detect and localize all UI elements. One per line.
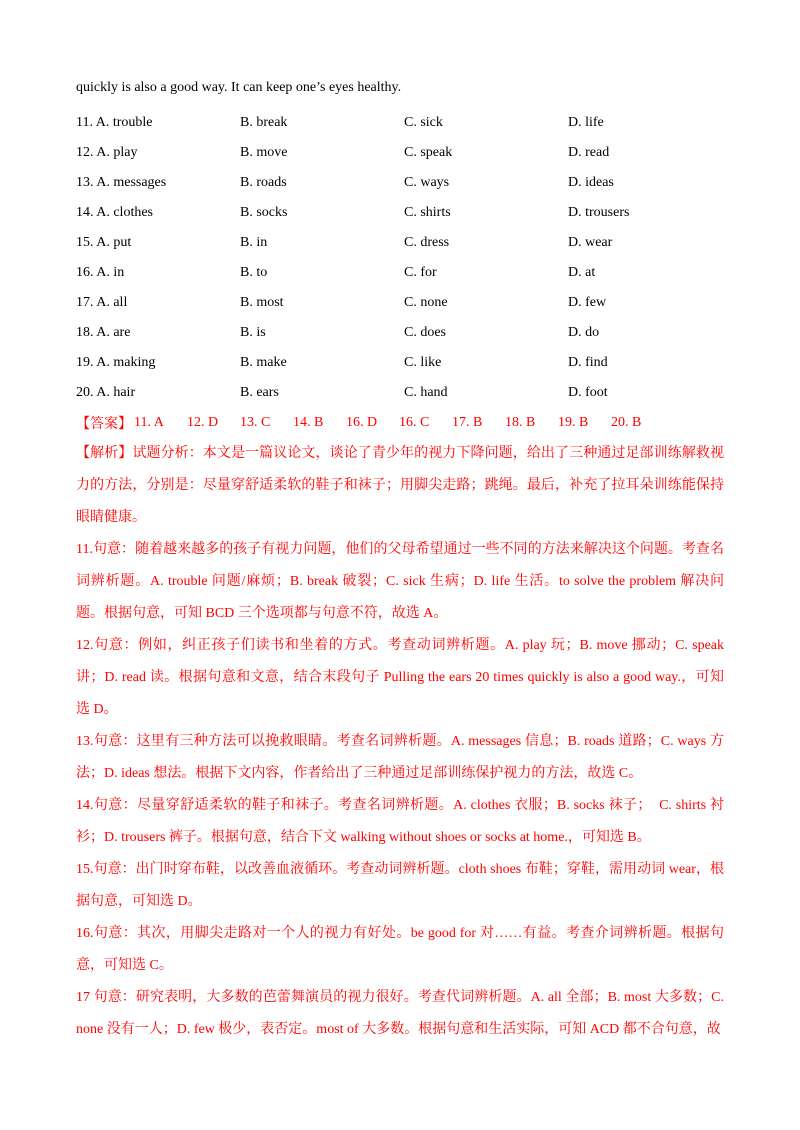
option-d: D. at [568, 265, 596, 280]
answer-item: 17. B [452, 415, 483, 430]
answer-item: 12. D [187, 415, 219, 430]
explanation-14: 14.句意：尽量穿舒适柔软的鞋子和袜子。考查名词辨析题。A. clothes 衣服；B. socks 袜子； C. shirts 衬衫；D. trousers 裤子。根据句意，结合下文 walking without shoes or socks at home.，可知选 B。 [76, 798, 724, 845]
option-b: B. to [240, 265, 268, 280]
option-a: 11. A. trouble [76, 115, 153, 130]
answer-label: 【答案】 [76, 417, 132, 432]
option-b: B. move [240, 145, 288, 160]
answer-item: 16. D [346, 415, 378, 430]
option-a: 17. A. all [76, 295, 128, 310]
explanation-12: 12.句意：例如，纠正孩子们读书和坐着的方式。考查动词辨析题。A. play 玩；B. move 挪动；C. speak 讲；D. read 读。根据句意和文意，结合末段句子 Pulling the ears 20 times quickly is also a good way.，可知选 D。 [76, 638, 724, 717]
option-a: 19. A. making [76, 355, 156, 370]
option-b: B. socks [240, 205, 288, 220]
option-c: C. shirts [404, 205, 451, 220]
option-d: D. trousers [568, 205, 630, 220]
option-b: B. most [240, 295, 284, 310]
explanation-16: 16.句意：其次，用脚尖走路对一个人的视力有好处。be good for 对……有益。考查介词辨析题。根据句意，可知选 C。 [76, 926, 724, 973]
option-a: 20. A. hair [76, 385, 136, 400]
option-c: C. like [404, 355, 442, 370]
question-row [76, 138, 724, 168]
explanation-13: 13.句意：这里有三种方法可以挽救眼睛。考查名词辨析题。A. messages 信息；B. roads 道路；C. ways 方法；D. ideas 想法。根据下文内容，作者给出了三种通过足部训练保护视力的方法，故选 C。 [76, 734, 724, 781]
explanation-17: 17 句意：研究表明，大多数的芭蕾舞演员的视力很好。考查代词辨析题。A. all 全部；B. most 大多数；C. none 没有一人；D. few 极少，表否定。most of 大多数。根据句意和生活实际，可知 ACD 都不合句意，故 [76, 990, 724, 1037]
option-c: C. ways [404, 175, 450, 190]
question-row [76, 198, 724, 228]
question-row [76, 288, 724, 318]
answer-item: 18. B [505, 415, 536, 430]
analysis-paragraph: 【解析】试题分析：本文是一篇议论文，谈论了青少年的视力下降问题，给出了三种通过足部训练解救视力的方法，分别是：尽量穿舒适柔软的鞋子和袜子；用脚尖走路；跳绳。最后，补充了拉耳朵训练能保持眼睛健康。 [76, 446, 724, 525]
answer-item: 19. B [558, 415, 589, 430]
option-c: C. for [404, 265, 437, 280]
option-d: D. wear [568, 235, 613, 250]
option-d: D. foot [568, 385, 608, 400]
question-row [76, 228, 724, 258]
option-c: C. speak [404, 145, 453, 160]
option-d: D. few [568, 295, 607, 310]
question-row [76, 258, 724, 288]
question-row [76, 168, 724, 198]
option-a: 15. A. put [76, 235, 132, 250]
answer-key [76, 408, 724, 438]
options-list [76, 108, 724, 408]
option-b: B. make [240, 355, 287, 370]
option-a: 16. A. in [76, 265, 125, 280]
option-d: D. ideas [568, 175, 614, 190]
option-a: 13. A. messages [76, 175, 167, 190]
answer-item: 11. A [134, 415, 164, 430]
option-d: D. read [568, 145, 610, 160]
option-d: D. life [568, 115, 604, 130]
option-b: B. in [240, 235, 268, 250]
explanation-11: 11.句意：随着越来越多的孩子有视力问题，他们的父母希望通过一些不同的方法来解决这个问题。考查名词辨析题。A. trouble 问题/麻烦；B. break 破裂；C. sick 生病；D. life 生活。to solve the problem 解决问题。根据句意，可知 BCD 三个选项都与句意不符，故选 A。 [76, 542, 724, 621]
option-c: C. none [404, 295, 448, 310]
explanation-15: 15.句意：出门时穿布鞋，以改善血液循环。考查动词辨析题。cloth shoes 布鞋；穿鞋，需用动词 wear，根据句意，可知选 D。 [76, 862, 724, 909]
answer-item: 20. B [611, 415, 642, 430]
answer-item: 14. B [293, 415, 324, 430]
question-row [76, 108, 724, 138]
answer-item: 13. C [240, 415, 271, 430]
option-d: D. find [568, 355, 608, 370]
question-row [76, 318, 724, 348]
option-d: D. do [568, 325, 600, 340]
answer-item: 16. C [399, 415, 430, 430]
question-row [76, 348, 724, 378]
option-a: 14. A. clothes [76, 205, 153, 220]
document-page [76, 78, 724, 1046]
question-row [76, 378, 724, 408]
option-b: B. roads [240, 175, 287, 190]
intro-text: quickly is also a good way. It can keep one’s eyes healthy. [76, 80, 402, 95]
option-a: 18. A. are [76, 325, 131, 340]
option-c: C. does [404, 325, 446, 340]
option-c: C. sick [404, 115, 443, 130]
option-c: C. hand [404, 385, 448, 400]
option-b: B. is [240, 325, 266, 340]
option-b: B. ears [240, 385, 279, 400]
option-b: B. break [240, 115, 288, 130]
option-c: C. dress [404, 235, 450, 250]
option-a: 12. A. play [76, 145, 138, 160]
